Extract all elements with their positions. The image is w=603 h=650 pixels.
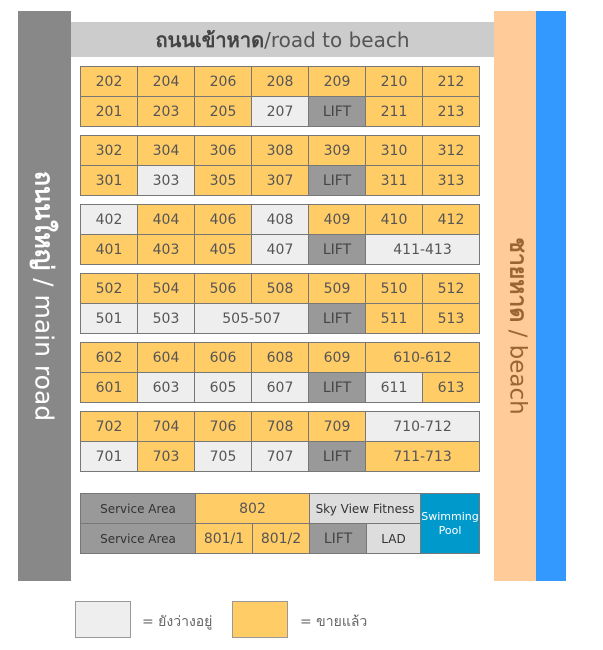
unit-cell[interactable]: 702 xyxy=(81,412,138,442)
unit-cell[interactable]: 705 xyxy=(195,442,252,472)
unit-cell[interactable]: 405 xyxy=(195,235,252,265)
beach-thai-label: ชายหาด xyxy=(504,237,531,323)
legend-available-label: = ยังว่างอยู่ xyxy=(142,614,213,630)
unit-cell[interactable]: 602 xyxy=(81,343,138,373)
lift-cell: LIFT xyxy=(309,373,366,403)
unit-cell[interactable]: 307 xyxy=(252,166,309,196)
lift-cell: LIFT xyxy=(309,97,366,127)
floor-row xyxy=(81,274,480,304)
label-separator: / xyxy=(264,27,271,52)
lift-cell: LIFT xyxy=(309,235,366,265)
floor-row xyxy=(81,97,480,127)
unit-cell[interactable]: 701 xyxy=(81,442,138,472)
main-road-english-label: main road xyxy=(29,294,59,422)
lift-cell: LIFT xyxy=(309,166,366,196)
lift-cell: LIFT xyxy=(309,304,366,334)
main-road-label xyxy=(29,170,59,422)
unit-cell[interactable]: 703 xyxy=(138,442,195,472)
unit-cell[interactable]: 209 xyxy=(309,67,366,97)
unit-cell[interactable]: 513 xyxy=(423,304,480,334)
unit-801-1-cell[interactable]: 801/1 xyxy=(196,524,253,554)
unit-cell[interactable]: 210 xyxy=(366,67,423,97)
unit-cell[interactable]: 711-713 xyxy=(366,442,480,472)
unit-cell[interactable]: 611 xyxy=(366,373,423,403)
unit-cell[interactable]: 306 xyxy=(195,136,252,166)
lift-cell: LIFT xyxy=(310,524,367,554)
unit-cell[interactable]: 207 xyxy=(252,97,309,127)
unit-cell[interactable]: 604 xyxy=(138,343,195,373)
unit-cell[interactable]: 710-712 xyxy=(366,412,480,442)
unit-cell[interactable]: 412 xyxy=(423,205,480,235)
beach-label xyxy=(506,237,529,414)
unit-cell[interactable]: 406 xyxy=(195,205,252,235)
floor-block xyxy=(80,273,480,334)
unit-cell[interactable]: 501 xyxy=(81,304,138,334)
floor-row xyxy=(81,205,480,235)
unit-cell[interactable]: 408 xyxy=(252,205,309,235)
unit-cell[interactable]: 704 xyxy=(138,412,195,442)
unit-cell[interactable]: 403 xyxy=(138,235,195,265)
unit-cell[interactable]: 208 xyxy=(252,67,309,97)
beach-english-label: beach xyxy=(504,344,531,415)
unit-cell[interactable]: 610-612 xyxy=(366,343,480,373)
unit-cell[interactable]: 708 xyxy=(252,412,309,442)
unit-cell[interactable]: 508 xyxy=(252,274,309,304)
label-separator: / xyxy=(29,270,59,295)
label-separator: / xyxy=(504,322,531,345)
unit-cell[interactable]: 305 xyxy=(195,166,252,196)
unit-cell[interactable]: 608 xyxy=(252,343,309,373)
legend-available-swatch xyxy=(75,601,131,638)
unit-cell[interactable]: 609 xyxy=(309,343,366,373)
service-area-cell: Service Area xyxy=(81,494,196,524)
unit-cell[interactable]: 211 xyxy=(366,97,423,127)
unit-cell[interactable]: 302 xyxy=(81,136,138,166)
unit-cell[interactable]: 205 xyxy=(195,97,252,127)
unit-cell[interactable]: 404 xyxy=(138,205,195,235)
sea-strip xyxy=(536,11,566,581)
unit-cell[interactable]: 310 xyxy=(366,136,423,166)
floor-block xyxy=(80,342,480,403)
legend-sold-swatch xyxy=(232,601,288,638)
unit-cell[interactable]: 504 xyxy=(138,274,195,304)
floor-row xyxy=(81,235,480,265)
unit-cell[interactable]: 203 xyxy=(138,97,195,127)
unit-cell[interactable]: 202 xyxy=(81,67,138,97)
unit-cell[interactable]: 201 xyxy=(81,97,138,127)
unit-cell[interactable]: 304 xyxy=(138,136,195,166)
lad-cell: LAD xyxy=(367,524,421,554)
unit-cell[interactable]: 512 xyxy=(423,274,480,304)
unit-cell[interactable]: 313 xyxy=(423,166,480,196)
unit-cell[interactable]: 308 xyxy=(252,136,309,166)
unit-cell[interactable]: 311 xyxy=(366,166,423,196)
unit-cell[interactable]: 213 xyxy=(423,97,480,127)
unit-cell[interactable]: 509 xyxy=(309,274,366,304)
floor-row xyxy=(81,136,480,166)
unit-cell[interactable]: 707 xyxy=(252,442,309,472)
floor-row xyxy=(81,412,480,442)
floor-block xyxy=(80,135,480,196)
legend-sold-label: = ขายแล้ว xyxy=(300,614,368,630)
unit-cell[interactable]: 206 xyxy=(195,67,252,97)
floor-row xyxy=(81,304,480,334)
lift-cell: LIFT xyxy=(309,442,366,472)
unit-cell[interactable]: 709 xyxy=(309,412,366,442)
unit-802-cell[interactable]: 802 xyxy=(196,494,310,524)
unit-cell[interactable]: 309 xyxy=(309,136,366,166)
floor-row xyxy=(81,373,480,403)
floor-block xyxy=(80,411,480,472)
unit-cell[interactable]: 411-413 xyxy=(366,235,480,265)
unit-cell[interactable]: 212 xyxy=(423,67,480,97)
floor-block xyxy=(80,66,480,127)
floor-row xyxy=(81,343,480,373)
unit-cell[interactable]: 605 xyxy=(195,373,252,403)
unit-cell[interactable]: 204 xyxy=(138,67,195,97)
unit-cell[interactable]: 312 xyxy=(423,136,480,166)
unit-cell[interactable]: 506 xyxy=(195,274,252,304)
unit-cell[interactable]: 613 xyxy=(423,373,480,403)
floor-block xyxy=(80,204,480,265)
sky-view-fitness-cell: Sky View Fitness xyxy=(310,494,421,524)
unit-cell[interactable]: 511 xyxy=(366,304,423,334)
floor-row xyxy=(81,67,480,97)
unit-cell[interactable]: 603 xyxy=(138,373,195,403)
unit-cell[interactable]: 601 xyxy=(81,373,138,403)
unit-cell[interactable]: 303 xyxy=(138,166,195,196)
unit-cell[interactable]: 409 xyxy=(309,205,366,235)
road-to-beach-strip xyxy=(71,22,494,57)
road-to-beach-thai-label: ถนนเข้าหาด xyxy=(155,27,265,52)
road-to-beach-english-label: road to beach xyxy=(270,27,410,52)
rooftop-facilities xyxy=(80,493,480,554)
unit-cell[interactable]: 607 xyxy=(252,373,309,403)
unit-cell[interactable]: 301 xyxy=(81,166,138,196)
unit-cell[interactable]: 510 xyxy=(366,274,423,304)
unit-cell[interactable]: 407 xyxy=(252,235,309,265)
swimming-pool-cell: Swimming Pool xyxy=(421,494,480,554)
unit-cell[interactable]: 503 xyxy=(138,304,195,334)
unit-cell[interactable]: 706 xyxy=(195,412,252,442)
unit-801-2-cell[interactable]: 801/2 xyxy=(253,524,310,554)
service-area-cell: Service Area xyxy=(81,524,196,554)
floor-row xyxy=(81,166,480,196)
unit-cell[interactable]: 606 xyxy=(195,343,252,373)
floor-row xyxy=(81,442,480,472)
unit-cell[interactable]: 402 xyxy=(81,205,138,235)
unit-cell[interactable]: 401 xyxy=(81,235,138,265)
main-road-thai-label: ถนนใหญ่ xyxy=(29,170,59,271)
unit-cell[interactable]: 502 xyxy=(81,274,138,304)
unit-cell[interactable]: 505-507 xyxy=(195,304,309,334)
unit-cell[interactable]: 410 xyxy=(366,205,423,235)
